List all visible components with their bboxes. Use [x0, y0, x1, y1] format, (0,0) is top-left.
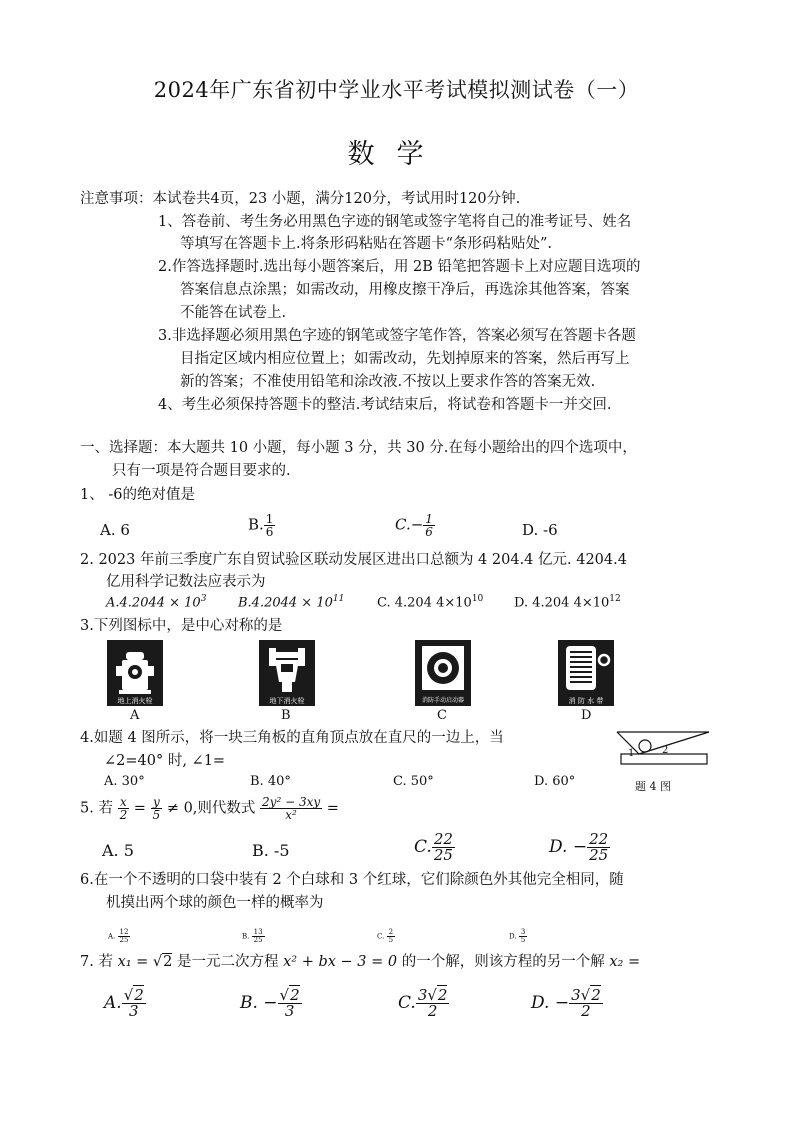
icon-c-caption: 消防手动启动器 [415, 696, 471, 706]
q4-angle-1-label: 1 [628, 748, 635, 759]
q6-option-c: C. $\frac{2}{5}$ [377, 928, 394, 944]
q2-line-2: 亿用科学记数法应表示为 [106, 574, 266, 590]
q1-option-d: D. -6 [522, 521, 558, 539]
q5-option-d: D. − $\frac{22}{25}$ [549, 830, 609, 864]
notice-2-line-3: 不能答在试卷上. [180, 305, 287, 321]
icon-a-letter: A [130, 708, 140, 723]
q7-option-d: D. − $\frac{3√2}{2}$ [531, 986, 601, 1020]
q2-option-b: $B.4.2044 \times 10^{11}$ [238, 594, 345, 611]
exam-title: 2024年广东省初中学业水平考试模拟测试卷（一） [153, 78, 640, 102]
q2-line-1: 2. 2023 年前三季度广东自贸试验区联动发展区进出口总额为 4 204.4 亿元. 4204.4 [80, 552, 627, 568]
notice-2-line-1: 2.作答选择题时.选出每小题答案后，用 2B 铅笔把答题卡上对应题目选项的 [158, 259, 641, 275]
q4-option-a: A. 30° [104, 774, 145, 789]
section-heading-line-1: 一、选择题：本大题共 10 小题，每小题 3 分，共 30 分.在每小题给出的四个选项中， [80, 440, 637, 456]
q1-option-a: A. 6 [100, 521, 130, 539]
icon-b-caption: 地下消火栓 [259, 696, 315, 706]
q6-line-1: 6.在一个不透明的口袋中装有 2 个白球和 3 个红球，它们除颜色外其他完全相同，随 [80, 872, 624, 888]
fire-hose-icon [558, 640, 614, 696]
q4-option-d: D. 60° [534, 774, 576, 789]
q6-option-b: B. $\frac{13}{25}$ [242, 928, 263, 944]
notice-intro: 注意事项：本试卷共4页，23 小题，满分120分，考试用时120分钟. [80, 191, 521, 207]
underground-hydrant-icon [259, 640, 315, 696]
q4-option-b: B. 40° [250, 774, 291, 789]
notice-3-line-1: 3.非选择题必须用黑色字迹的钢笔或签字笔作答，答案必须写在答题卡各题 [158, 328, 636, 344]
q3-stem: 3.下列图标中，是中心对称的是 [80, 618, 283, 634]
icon-b-letter: B [281, 708, 291, 723]
q7-option-b: B. − $\frac{√2}{3}$ [240, 986, 300, 1020]
q5-option-b: B. -5 [252, 841, 290, 860]
q5-stem: 5. 若 $\frac{x}{2}$ = $\frac{y}{5}$ ≠ 0,则代数式 $\frac{\text{2y² − 3xy}}{\text{x²}}$ = [80, 795, 339, 822]
icon-c-letter: C [437, 708, 447, 723]
q4-figure-caption: 题 4 图 [635, 780, 671, 793]
section-heading-line-2: 只有一项是符合题目要求的. [112, 463, 291, 479]
q2-option-c: C. 4.204 $4\times 10^{10}$ [377, 594, 484, 611]
notice-1-line-2: 等填写在答题卡上.将条形码粘贴在答题卡“条形码粘贴处”. [180, 236, 553, 252]
icon-a-caption: 地上消火栓 [107, 696, 163, 706]
q2-option-d: D. 4.204 $4\times 10^{12}$ [514, 594, 621, 611]
icon-d-letter: D [581, 708, 592, 723]
notice-2-line-2: 答案信息点涂黑；如需改动，用橡皮擦干净后，再选涂其他答案，答案 [180, 282, 630, 298]
manual-alarm-icon [415, 640, 471, 696]
icon-d-caption: 消 防 水 带 [558, 696, 614, 706]
q5-option-a: A. 5 [102, 841, 134, 860]
notice-3-line-3: 新的答案；不准使用铅笔和涂改液.不按以上要求作答的答案无效. [180, 374, 596, 390]
q6-line-2: 机摸出两个球的颜色一样的概率为 [106, 895, 324, 911]
q7-stem: 7. 若 x₁ = √2 是一元二次方程 x² + bx − 3 = 0 的一个解，则该方程的另一个解 x₂ = [80, 954, 641, 970]
q7-option-a: A. $\frac{√2}{3}$ [104, 986, 144, 1020]
q7-option-c: C. $\frac{3√2}{2}$ [398, 986, 448, 1020]
notice-1-line-1: 1、答卷前、考生务必用黑色字迹的钢笔或签字笔将自己的准考证号、姓名 [158, 214, 632, 230]
q6-option-a: A. $\frac{12}{25}$ [108, 928, 129, 944]
q1-option-c: C.− $\frac{1}{6}$ [395, 512, 433, 539]
notice-4-line-1: 4、考生必须保持答题卡的整洁.考试结束后，将试卷和答题卡一并交回. [158, 397, 612, 413]
q4-line-2: ∠2=40° 时, ∠1= [104, 753, 226, 769]
q4-angle-2-label: 2 [662, 745, 669, 756]
q2-option-a: $A.4.2044 \times 10^3$ [106, 594, 207, 611]
q4-option-c: C. 50° [393, 774, 434, 789]
notice-3-line-2: 目指定区域内相应位置上；如需改动，先划掉原来的答案，然后再写上 [180, 351, 630, 367]
subject-title: 数学 [347, 139, 446, 170]
q5-option-c: C. $\frac{22}{25}$ [414, 830, 453, 864]
q1-option-b: B. $\frac{1}{6}$ [248, 512, 274, 539]
q1-stem: 1、 -6的绝对值是 [80, 487, 195, 503]
fire-hydrant-icon [107, 640, 163, 696]
q4-line-1: 4.如题 4 图所示，将一块三角板的直角顶点放在直尺的一边上，当 [80, 730, 504, 746]
q6-option-d: D. $\frac{3}{5}$ [509, 928, 526, 944]
